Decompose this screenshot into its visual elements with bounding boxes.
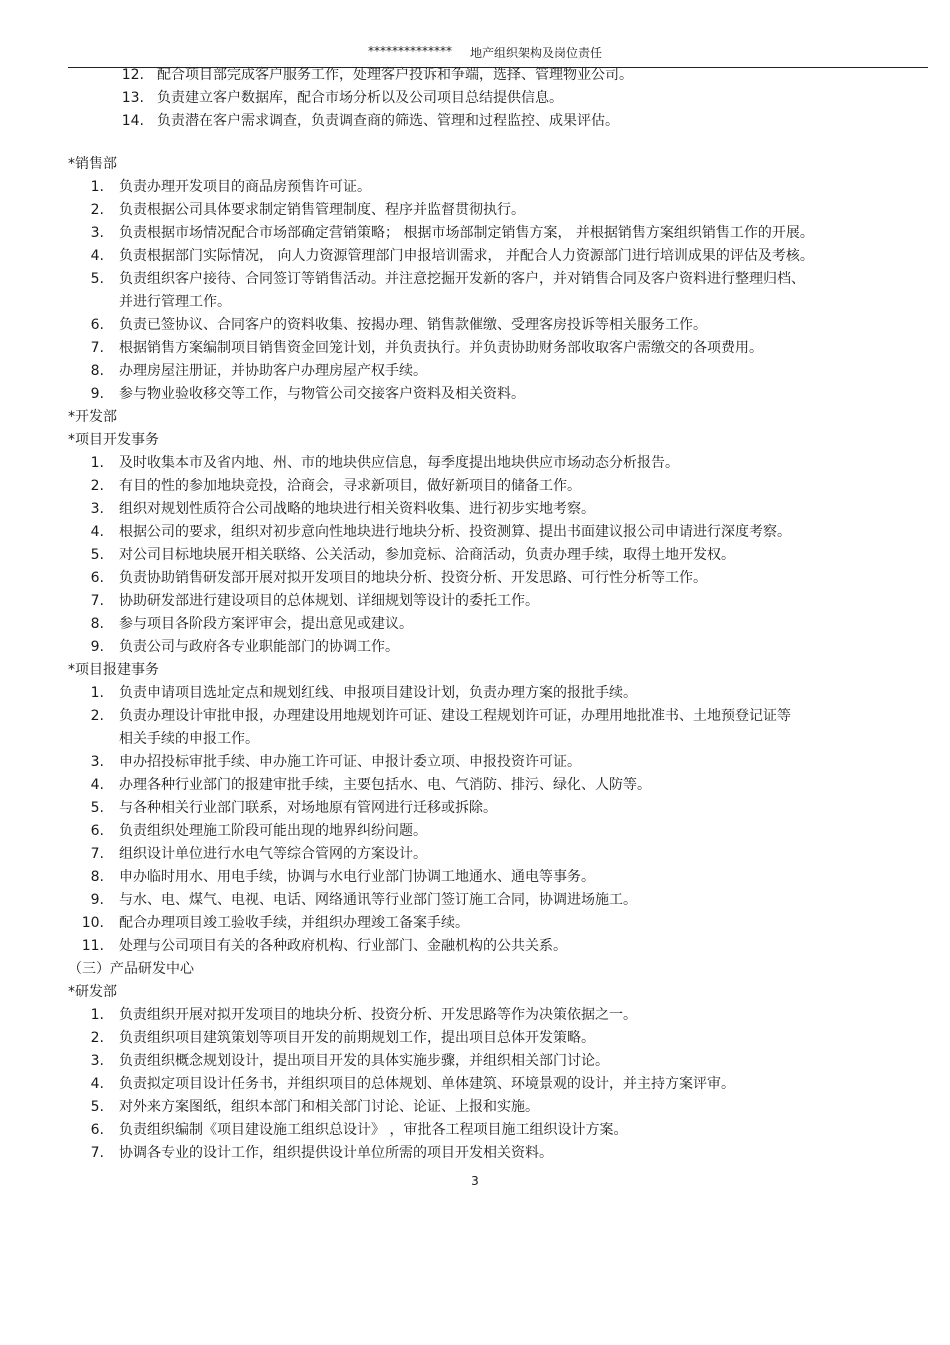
section-heading xyxy=(0,153,950,176)
list-item-number: 9. xyxy=(90,386,104,402)
list-item xyxy=(0,682,950,705)
list-item-number: 6. xyxy=(90,823,104,839)
list-item-text: 根据销售方案编制项目销售资金回笼计划，并负责执行。并负责协助财务部收取客户需缴交的各项费用。 xyxy=(119,340,763,356)
list-item-number: 2. xyxy=(90,202,104,218)
list-item-number: 7. xyxy=(90,593,104,609)
list-item-number: 1. xyxy=(90,685,104,701)
list-item xyxy=(0,935,950,958)
list-item xyxy=(0,843,950,866)
list-item-number: 9. xyxy=(90,639,104,655)
list-item xyxy=(0,383,950,406)
list-item-text: 负责组织概念规划设计，提出项目开发的具体实施步骤，并组织相关部门讨论。 xyxy=(119,1053,609,1069)
list-item-number: 3. xyxy=(90,754,104,770)
list-item xyxy=(0,245,950,268)
list-item-number: 12. xyxy=(121,67,144,83)
list-item xyxy=(0,820,950,843)
list-item-text: 负责潜在客户需求调查，负责调查商的筛选、管理和过程监控、成果评估。 xyxy=(157,113,619,129)
list-item xyxy=(0,1073,950,1096)
list-item xyxy=(0,314,950,337)
list-item-number: 14. xyxy=(121,113,144,129)
list-item-text: 负责拟定项目设计任务书，并组织项目的总体规划、单体建筑、环境景观的设计，并主持方案评审。 xyxy=(119,1076,735,1092)
list-item-number: 9. xyxy=(90,892,104,908)
list-item-text: 负责组织客户接待、合同签订等销售活动。并注意挖掘开发新的客户，并对销售合同及客户资料进行整理归档、 xyxy=(119,271,805,287)
list-item-number: 8. xyxy=(90,869,104,885)
list-item xyxy=(0,498,950,521)
list-item-number: 10. xyxy=(81,915,104,931)
list-item xyxy=(0,613,950,636)
list-item-text: 组织设计单位进行水电气等综合管网的方案设计。 xyxy=(119,846,427,862)
section-heading-text: （三）产品研发中心 xyxy=(68,961,194,977)
list-item-number: 1. xyxy=(90,179,104,195)
list-item-number: 3. xyxy=(90,501,104,517)
list-item-number: 5. xyxy=(90,271,104,287)
list-item xyxy=(0,774,950,797)
list-item xyxy=(0,521,950,544)
list-item-text: 协调各专业的设计工作，组织提供设计单位所需的项目开发相关资料。 xyxy=(119,1145,553,1161)
list-item-number: 8. xyxy=(90,363,104,379)
list-item-number: 2. xyxy=(90,708,104,724)
list-item-text: 负责协助销售研发部开展对拟开发项目的地块分析、投资分析、开发思路、可行性分析等工作。 xyxy=(119,570,707,586)
list-item xyxy=(0,590,950,613)
list-item-text: 参与项目各阶段方案评审会，提出意见或建议。 xyxy=(119,616,413,632)
list-item-number: 8. xyxy=(90,616,104,632)
list-item-text: 对公司目标地块展开相关联络、公关活动，参加竞标、洽商活动，负责办理手续，取得土地开发权。 xyxy=(119,547,735,563)
list-item-number: 3. xyxy=(90,1053,104,1069)
section-heading-text: *项目报建事务 xyxy=(68,662,159,678)
list-item-text: 配合办理项目竣工验收手续，并组织办理竣工备案手续。 xyxy=(119,915,469,931)
list-item-text: 参与物业验收移交等工作，与物管公司交接客户资料及相关资料。 xyxy=(119,386,525,402)
list-item-text: 负责已签协议、合同客户的资料收集、按揭办理、销售款催缴、受理客房投诉等相关服务工作。 xyxy=(119,317,707,333)
list-item xyxy=(0,1004,950,1027)
list-item-number: 1. xyxy=(90,1007,104,1023)
section-heading-text: *开发部 xyxy=(68,409,117,425)
list-item-text: 负责公司与政府各专业职能部门的协调工作。 xyxy=(119,639,399,655)
list-item-text: 处理与公司项目有关的各种政府机构、行业部门、金融机构的公共关系。 xyxy=(119,938,567,954)
list-item-text: 负责组织处理施工阶段可能出现的地界纠纷问题。 xyxy=(119,823,427,839)
list-item xyxy=(0,544,950,567)
list-item-number: 4. xyxy=(90,524,104,540)
list-item-text: 配合项目部完成客户服务工作，处理客户投诉和争端，选择、管理物业公司。 xyxy=(157,67,633,83)
list-item-text: 负责建立客户数据库，配合市场分析以及公司项目总结提供信息。 xyxy=(157,90,563,106)
page-number: 3 xyxy=(471,1174,479,1188)
list-item-number: 3. xyxy=(90,225,104,241)
list-item-number: 1. xyxy=(90,455,104,471)
list-item xyxy=(0,636,950,659)
list-item xyxy=(0,87,950,110)
list-item xyxy=(0,176,950,199)
list-item-text: 有目的性的参加地块竞投，洽商会，寻求新项目，做好新项目的储备工作。 xyxy=(119,478,581,494)
list-item-text: 办理房屋注册证，并协助客户办理房屋产权手续。 xyxy=(119,363,427,379)
list-item-number: 6. xyxy=(90,570,104,586)
list-item-text: 负责根据部门实际情况， 向人力资源管理部门申报培训需求， 并配合人力资源部门进行培训成果的评估及考核。 xyxy=(119,248,814,264)
list-item-number: 7. xyxy=(90,1145,104,1161)
list-item-text: 与水、电、煤气、电视、电话、网络通讯等行业部门签订施工合同，协调进场施工。 xyxy=(119,892,637,908)
list-item-text: 对外来方案图纸，组织本部门和相关部门讨论、论证、上报和实施。 xyxy=(119,1099,539,1115)
section-heading xyxy=(0,406,950,429)
list-item-text: 负责办理开发项目的商品房预售许可证。 xyxy=(119,179,371,195)
list-item-number: 2. xyxy=(90,1030,104,1046)
list-item xyxy=(0,360,950,383)
list-item-number: 5. xyxy=(90,800,104,816)
list-item-number: 2. xyxy=(90,478,104,494)
list-item xyxy=(0,452,950,475)
list-item-number: 6. xyxy=(90,1122,104,1138)
list-item-number: 4. xyxy=(90,248,104,264)
list-item-number: 7. xyxy=(90,846,104,862)
list-item xyxy=(0,1027,950,1050)
list-item xyxy=(0,567,950,590)
list-item xyxy=(0,475,950,498)
list-item xyxy=(0,337,950,360)
list-item-text: 并进行管理工作。 xyxy=(119,294,231,310)
page-header xyxy=(0,44,950,62)
list-item xyxy=(0,1050,950,1073)
list-item-text: 负责组织项目建筑策划等项目开发的前期规划工作，提出项目总体开发策略。 xyxy=(119,1030,595,1046)
list-item xyxy=(0,866,950,889)
list-item-text: 负责申请项目选址定点和规划红线、申报项目建设计划，负责办理方案的报批手续。 xyxy=(119,685,637,701)
list-item-text: 申办招投标审批手续、申办施工许可证、申报计委立项、申报投资许可证。 xyxy=(119,754,581,770)
list-item-continuation xyxy=(0,291,950,314)
list-item-number: 4. xyxy=(90,1076,104,1092)
list-item-text: 负责组织开展对拟开发项目的地块分析、投资分析、开发思路等作为决策依据之一。 xyxy=(119,1007,637,1023)
list-item-number: 11. xyxy=(81,938,104,954)
section-heading xyxy=(0,981,950,1004)
list-item-text: 相关手续的申报工作。 xyxy=(119,731,259,747)
header-stars: ************** xyxy=(368,44,452,58)
list-item-text: 负责根据公司具体要求制定销售管理制度、程序并监督贯彻执行。 xyxy=(119,202,525,218)
list-item xyxy=(0,705,950,728)
list-item xyxy=(0,889,950,912)
list-item-number: 6. xyxy=(90,317,104,333)
list-item-text: 协助研发部进行建设项目的总体规划、详细规划等设计的委托工作。 xyxy=(119,593,539,609)
section-heading-text: *项目开发事务 xyxy=(68,432,159,448)
list-item xyxy=(0,797,950,820)
list-item-text: 负责组织编制《项目建设施工组织总设计》 ，审批各工程项目施工组织设计方案。 xyxy=(119,1122,628,1138)
list-item-number: 7. xyxy=(90,340,104,356)
list-item-number: 13. xyxy=(121,90,144,106)
list-item xyxy=(0,1119,950,1142)
list-item-text: 负责办理设计审批申报，办理建设用地规划许可证、建设工程规划许可证，办理用地批准书、土地预登记证等 xyxy=(119,708,791,724)
blank-line xyxy=(0,133,950,153)
list-item xyxy=(0,199,950,222)
list-item xyxy=(0,1096,950,1119)
section-heading xyxy=(0,659,950,682)
list-item-number: 4. xyxy=(90,777,104,793)
section-heading-text: *研发部 xyxy=(68,984,117,1000)
list-item xyxy=(0,751,950,774)
list-item xyxy=(0,912,950,935)
list-item-number: 5. xyxy=(90,1099,104,1115)
list-item-text: 组织对规划性质符合公司战略的地块进行相关资料收集、进行初步实地考察。 xyxy=(119,501,595,517)
list-item xyxy=(0,64,950,87)
list-item-text: 及时收集本市及省内地、州、市的地块供应信息，每季度提出地块供应市场动态分析报告。 xyxy=(119,455,679,471)
header-title: 地产组织架构及岗位责任 xyxy=(470,46,603,60)
list-item xyxy=(0,110,950,133)
list-item-text: 办理各种行业部门的报建审批手续，主要包括水、电、气消防、排污、绿化、人防等。 xyxy=(119,777,651,793)
list-item-text: 根据公司的要求，组织对初步意向性地块进行地块分析、投资测算、提出书面建议报公司申请进行深度考察。 xyxy=(119,524,791,540)
document-body xyxy=(0,64,950,1165)
section-heading-text: *销售部 xyxy=(68,156,117,172)
list-item xyxy=(0,222,950,245)
list-item-text: 与各种相关行业部门联系，对场地原有管网进行迁移或拆除。 xyxy=(119,800,497,816)
list-item-continuation xyxy=(0,728,950,751)
section-heading xyxy=(0,958,950,981)
section-heading xyxy=(0,429,950,452)
list-item-number: 5. xyxy=(90,547,104,563)
list-item-text: 负责根据市场情况配合市场部确定营销策略； 根据市场部制定销售方案， 并根据销售方案组织销售工作的开展。 xyxy=(119,225,814,241)
list-item-text: 申办临时用水、用电手续，协调与水电行业部门协调工地通水、通电等事务。 xyxy=(119,869,595,885)
list-item xyxy=(0,1142,950,1165)
list-item xyxy=(0,268,950,291)
